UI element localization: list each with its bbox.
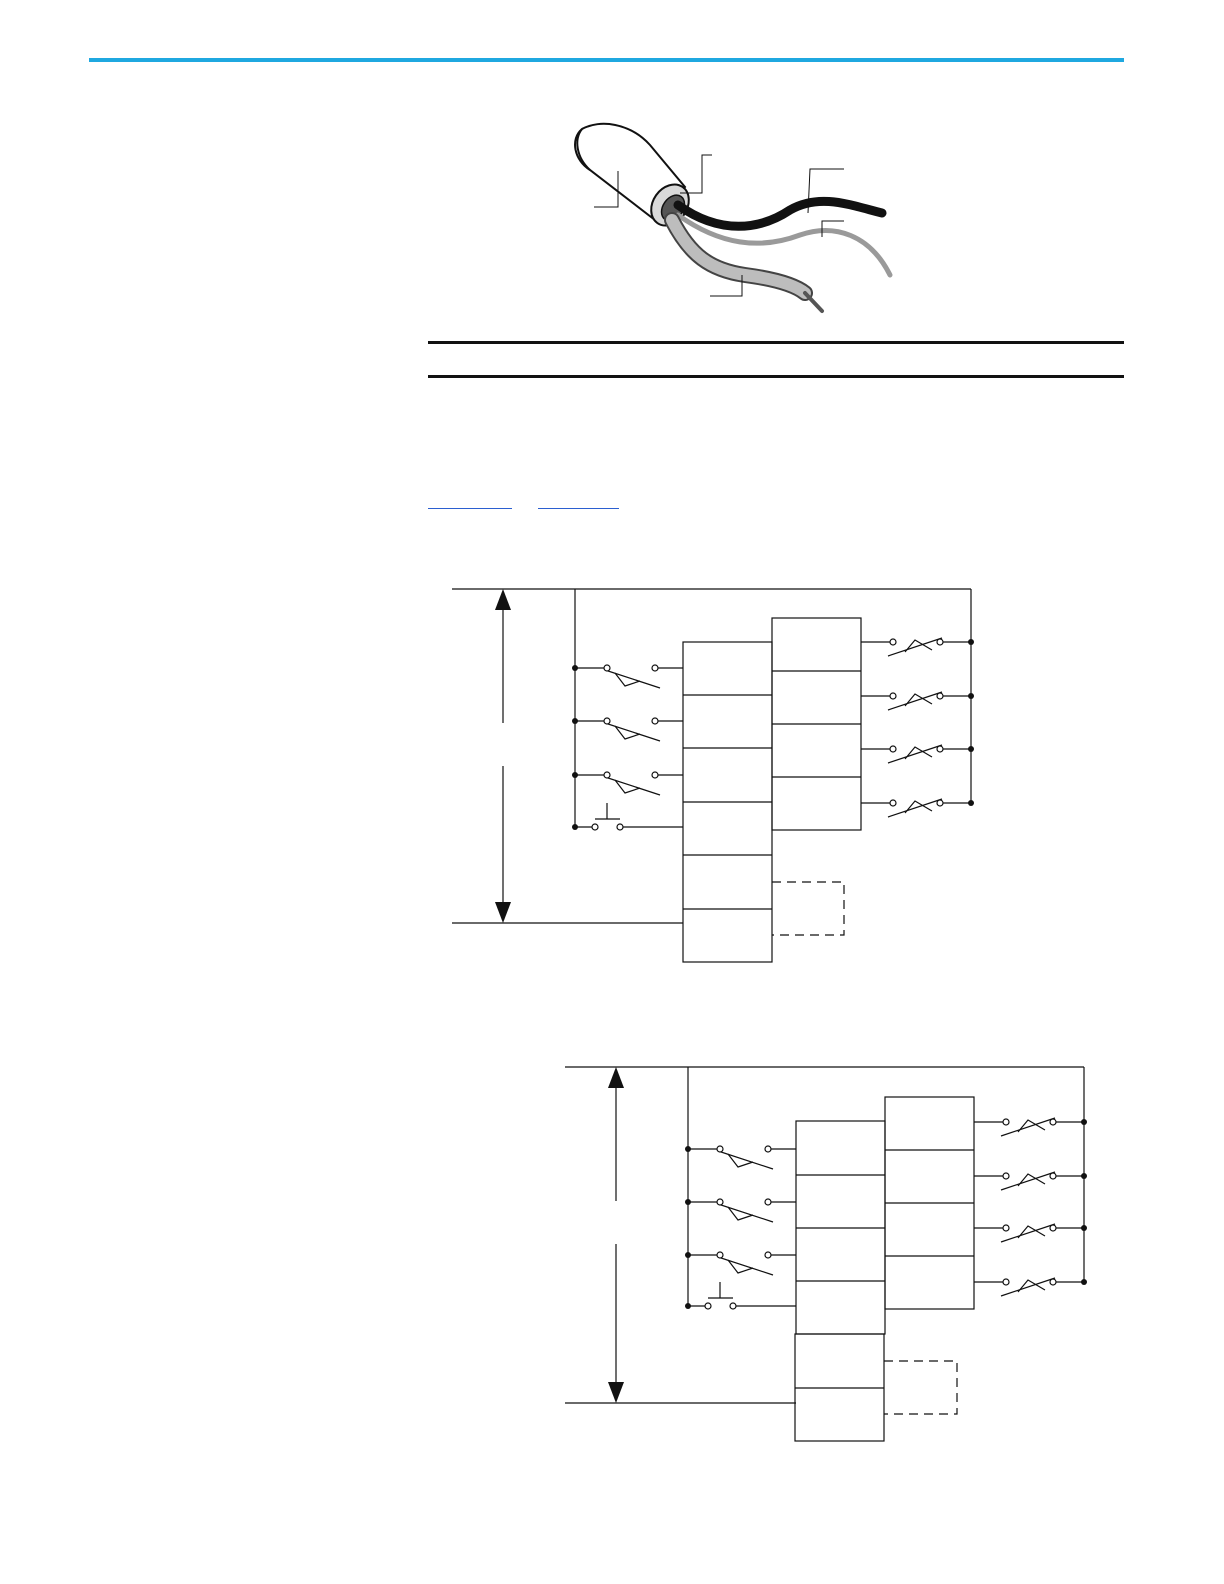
sinking-wiring-schematic-icon [440,580,980,970]
wiring-diagram-1 [440,580,980,970]
wiring-diagram-2 [553,1058,1093,1448]
shielded-cable-illustration-icon [560,115,900,325]
sourcing-wiring-schematic-icon [553,1058,1093,1448]
header-accent-rule [89,58,1124,62]
figure-link-1[interactable] [428,508,512,509]
figure-link-2[interactable] [538,508,619,509]
table-top-rule [428,341,1124,344]
table-bottom-rule [428,375,1124,378]
cable-figure [560,115,900,325]
